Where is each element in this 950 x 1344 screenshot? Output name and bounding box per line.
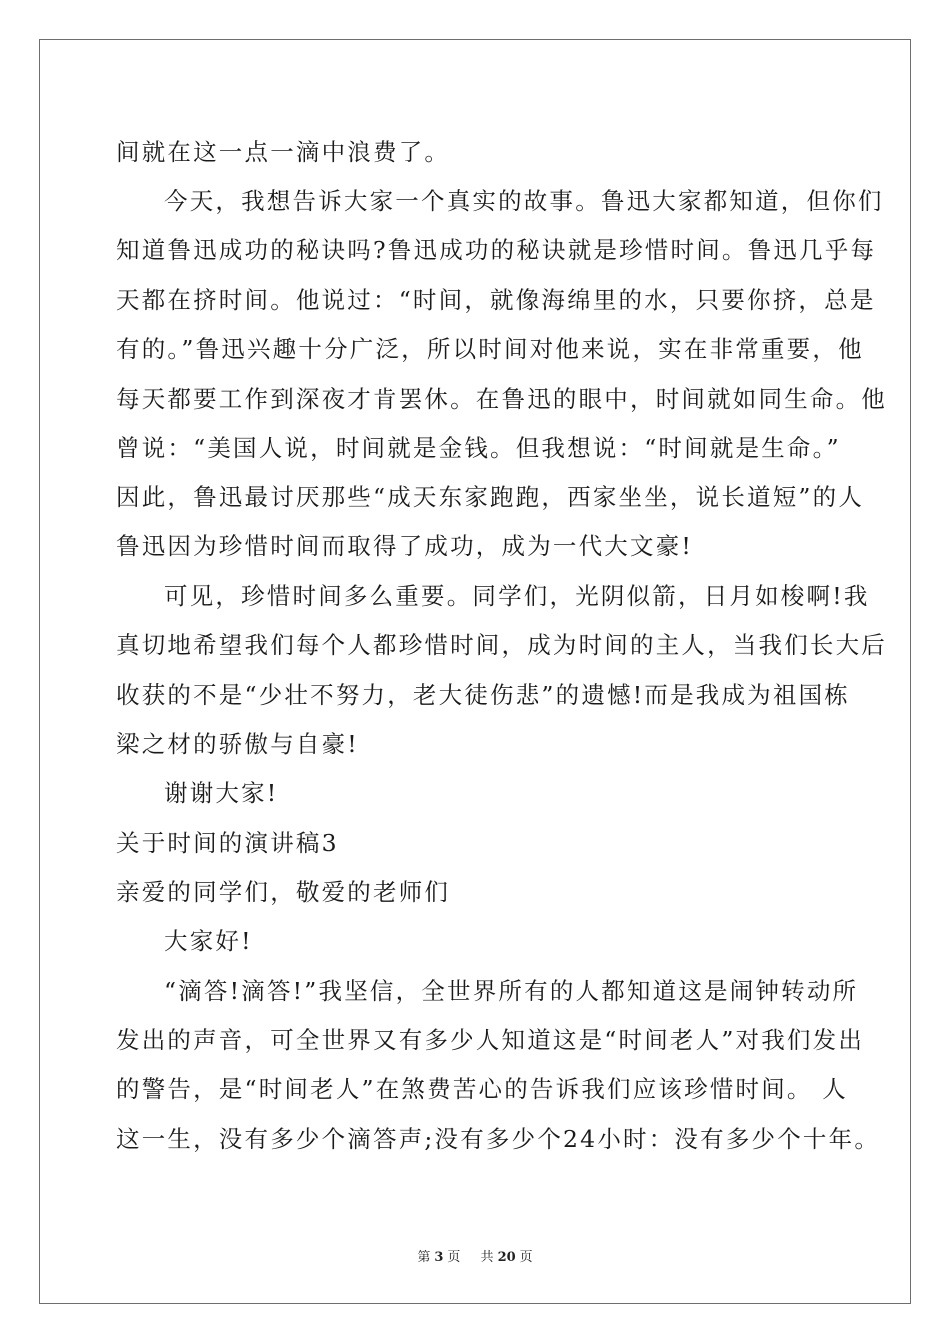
page-footer bbox=[0, 1248, 950, 1268]
greeting: 大家好! bbox=[164, 927, 253, 955]
text-line: 因此，鲁迅最讨厌那些“成天东家跑跑，西家坐坐，说长道短”的人 bbox=[116, 483, 865, 511]
text-line: 天都在挤时间。他说过：“时间，就像海绵里的水，只要你挤，总是 bbox=[116, 286, 876, 314]
page-border bbox=[39, 39, 911, 1304]
text-line: 收获的不是“少壮不努力，老大徒伤悲”的遗憾!而是我成为祖国栋 bbox=[116, 681, 850, 709]
text-line: 真切地希望我们每个人都珍惜时间，成为时间的主人，当我们长大后 bbox=[116, 631, 887, 659]
paragraph-line: “滴答!滴答!”我坚信，全世界所有的人都知道这是闹钟转动所 bbox=[164, 977, 859, 1005]
text-line: 发出的声音，可全世界又有多少人知道这是“时间老人”对我们发出 bbox=[116, 1026, 865, 1054]
text-line: 梁之材的骄傲与自豪! bbox=[116, 730, 359, 758]
section-title: 关于时间的演讲稿3 bbox=[116, 829, 339, 857]
text-line: 每天都要工作到深夜才肯罢休。在鲁迅的眼中，时间就如同生命。他 bbox=[116, 385, 887, 413]
text-line: 的警告，是“时间老人”在煞费苦心的告诉我们应该珍惜时间。 人 bbox=[116, 1075, 848, 1103]
text-line: 知道鲁迅成功的秘诀吗?鲁迅成功的秘诀就是珍惜时间。鲁迅几乎每 bbox=[116, 236, 877, 264]
paragraph-line: 今天，我想告诉大家一个真实的故事。鲁迅大家都知道，但你们 bbox=[164, 187, 884, 215]
text-line: 这一生，没有多少个滴答声;没有多少个24小时：没有多少个十年。 bbox=[116, 1125, 881, 1153]
text-line: 有的。”鲁迅兴趣十分广泛，所以时间对他来说，实在非常重要，他 bbox=[116, 335, 864, 363]
closing-line: 谢谢大家! bbox=[164, 779, 279, 807]
text-line: 间就在这一点一滴中浪费了。 bbox=[116, 138, 451, 166]
text-line: 鲁迅因为珍惜时间而取得了成功，成为一代大文豪! bbox=[116, 532, 694, 560]
text-line: 曾说：“美国人说，时间就是金钱。但我想说：“时间就是生命。” bbox=[116, 434, 841, 462]
page-number: 第 3 页 bbox=[417, 1250, 461, 1265]
page-total: 共 20 页 bbox=[480, 1250, 533, 1265]
salutation: 亲爱的同学们，敬爱的老师们 bbox=[116, 878, 451, 906]
paragraph-line: 可见，珍惜时间多么重要。同学们，光阴似箭，日月如梭啊!我 bbox=[164, 582, 870, 610]
